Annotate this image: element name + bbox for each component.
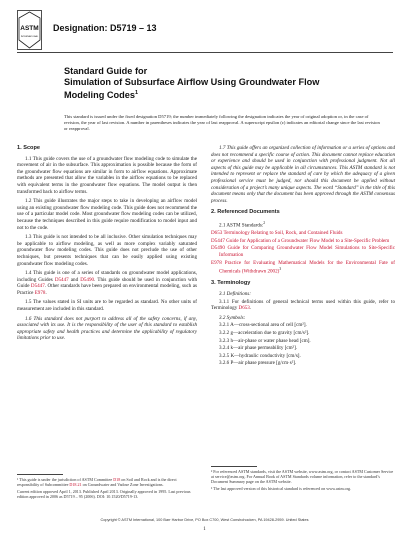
footnote-3: ³ The last approved version of this historical standard is referenced on www.astm.org. xyxy=(211,486,352,492)
title-line-3 xyxy=(64,88,384,101)
para-3-1-1-text-b: . xyxy=(249,305,252,312)
footnote-1-text-a: ¹ This guide is under the jurisdiction of ASTM Committee xyxy=(17,477,114,482)
link-d5447-2[interactable]: D5447 xyxy=(30,283,45,290)
para-1-5: 1.5 The values stated in SI units are to be regarded as standard. No other units of measurement are included in this standard. xyxy=(17,299,197,313)
reference-code-link[interactable]: E978 xyxy=(211,259,222,266)
para-1-6: 1.6 This standard does not purport to address all of the safety concerns, if any, associated with its use. It is the responsibility of the user of this standard to establish appropriate safety and health practices and determine the applicability of regulatory limitations prior to use. xyxy=(17,315,197,342)
footnote-2-marker: 2 xyxy=(263,220,266,225)
title-block xyxy=(64,66,384,101)
para-1-1: 1.1 This guide covers the use of a groundwater flow modeling code to simulate the movement of air in the subsurface. This approximation is possible because the form of the groundwater flow equations are similar in form to airflow equations. Approximate methods are presented that allow the variables in the airflow equations to be replaced with equivalent terms in the groundwater flow equations. The model output is then transformed back to airflow terms. xyxy=(17,155,197,195)
title-footnote-marker: 1 xyxy=(134,90,139,96)
reference-code-link[interactable]: D5447 xyxy=(211,237,225,244)
symbol-definition: 3.2.2 g—acceleration due to gravity [cm/s²]. xyxy=(219,330,310,337)
logo-text: ASTM xyxy=(20,25,39,32)
astm-logo xyxy=(17,10,42,50)
header-divider xyxy=(17,52,393,53)
para-3-1-1 xyxy=(211,299,395,312)
left-footnote-rule xyxy=(17,474,63,475)
copyright-footer: Copyright © ASTM International, 100 Barr Harbor Drive, PO Box C700, West Conshohocken, PA 19428-2959. United States xyxy=(100,518,309,522)
link-d5447[interactable]: D5447 xyxy=(54,276,69,283)
definitions-label: 3.1 Definitions: xyxy=(219,291,251,298)
section-3-heading: 3. Terminology xyxy=(211,280,251,287)
symbols-list xyxy=(211,322,395,367)
link-d18[interactable]: D18 xyxy=(113,477,121,482)
left-footnotes xyxy=(17,477,195,501)
link-d5490[interactable]: D5490 xyxy=(80,276,95,283)
symbol-definition: 3.2.3 h—air-phase or water phase head [cm]. xyxy=(219,337,311,344)
para-1-4 xyxy=(17,270,197,296)
title-line-3-text: Modeling Codes xyxy=(64,90,135,101)
astm-standards-label-text: 2.1 ASTM Standards: xyxy=(219,222,264,229)
reference-title: Guide for Application of a Groundwater Flow Model to a Site-Specific Problem xyxy=(226,237,390,244)
symbol-definition: 3.2.1 A—cross-sectional area of cell [cm²]. xyxy=(219,322,307,329)
left-column xyxy=(17,145,197,345)
footnote-1-edition: Current edition approved April 1, 2013. Published April 2013. Originally approved in 1995. Last previous edition approved in 2006 as D5719 – 95 (2006). DOI: 10.1520/D5719-13. xyxy=(17,488,191,500)
footnote-1-text-c: on Groundwater and Vadose Zone Investigations. xyxy=(81,482,164,488)
section-1-heading: 1. Scope xyxy=(17,145,41,151)
para-1-2: 1.2 This guide illustrates the major steps to take in developing an airflow model using an existing groundwater flow modeling code. This guide does not recommend the use of a particular model code. Most groundwater flow modeling codes can be utilized, because the techniques described in this guide require modification to model input and not to the code. xyxy=(17,198,197,231)
reference-item xyxy=(211,245,395,258)
title-line-1: Standard Guide for xyxy=(64,66,148,76)
title-line-2: Simulation of Subsurface Airflow Using Groundwater Flow xyxy=(64,77,320,87)
symbols-label: 3.2 Symbols: xyxy=(219,314,246,321)
symbol-definition: 3.2.6 P—air phase pressure [g/cm·s²]. xyxy=(219,360,297,367)
footnote-1-text-b: on Soil and Rock and is the direct responsibility of Subcommittee xyxy=(17,477,177,488)
link-d653-terminology[interactable]: D653 xyxy=(238,305,250,312)
referenced-documents-list xyxy=(211,230,395,275)
right-footnote-rule xyxy=(211,466,257,467)
right-footnotes xyxy=(211,469,395,493)
para-1-7: 1.7 This guide offers an organized collection of information or a series of options and does not recommend a specific course of action. This document cannot replace education or experience and should be used in conjunction with professional judgment. Not all aspects of this guide may be applicable in all circumstances. This ASTM standard is not intended to represent or replace the standard of care by which the adequacy of a given professional service must be judged, nor should this document be applied without consideration of a project’s many unique aspects. The word “Standard” in the title of this document means only that the document has been approved through the ASTM consensus process. xyxy=(211,145,395,204)
para-1-4-text-a: 1.4 This guide is one of a series of standards on groundwater model applications, including Guides xyxy=(17,270,197,283)
para-1-4-text-d: . xyxy=(45,289,47,296)
reference-code-link[interactable]: D653 xyxy=(211,230,223,237)
symbol-definition: 3.2.5 K—hydraulic conductivity [cm/s]. xyxy=(219,352,301,359)
designation: Designation: D5719 – 13 xyxy=(53,23,157,33)
reference-title: Guide for Comparing Groundwater Flow Model Simulations to Site-Specific Information xyxy=(219,245,395,258)
para-3-1-1-text-a: 3.1.1 For definitions of general technical terms used within this guide, refer to Terminology xyxy=(211,298,395,312)
footnote-1 xyxy=(17,477,195,487)
link-d18-21[interactable]: D18.21 xyxy=(69,482,82,488)
logo-subtext: INTERNATIONAL xyxy=(20,36,39,38)
page-number: 1 xyxy=(203,527,206,532)
link-e978[interactable]: E978 xyxy=(34,289,46,296)
reference-item xyxy=(211,260,395,276)
para-1-4-and: and xyxy=(68,276,81,283)
para-1-4-text-c: . Other standards have been prepared on environmental modeling, such as Practice xyxy=(17,283,197,296)
reference-title: Terminology Relating to Soil, Rock, and Contained Fluids xyxy=(223,230,343,237)
reference-code-link[interactable]: D5490 xyxy=(211,245,225,252)
para-1-4-text-b: . This guide should be used in conjunction with Guide xyxy=(17,276,198,290)
reference-item xyxy=(211,230,395,237)
section-2-heading: 2. Referenced Documents xyxy=(211,209,280,216)
footnote-2: ² For referenced ASTM standards, visit the ASTM website, www.astm.org, or contact ASTM Customer Service at service@astm.org. For Annual Book of ASTM Standards volume information, refer to the standard’s Document Summary page on the ASTM website. xyxy=(211,469,394,485)
document-header xyxy=(17,10,397,50)
reference-item xyxy=(211,238,395,245)
issuance-notice: This standard is issued under the fixed designation D5719; the number immediately following the designation indicates the year of original adoption or, in the case of revision, the year of last revision. A number in parentheses indicates the year of last reapproval. A superscript epsilon (ε) indicates an editorial change since the last revision or reapproval. xyxy=(64,114,380,131)
symbol-definition: 3.2.4 k—air phase permeability [cm²]. xyxy=(219,345,298,352)
right-column xyxy=(211,145,395,368)
footnote-marker: 3 xyxy=(279,267,282,272)
astm-standards-label xyxy=(211,220,395,229)
reference-title: Practice for Evaluating Mathematical Models for the Environmental Fate of Chemicals (Withdrawn 2002) xyxy=(219,259,395,275)
para-1-3: 1.3 This guide is not intended to be all inclusive. Other simulation techniques may be applicable to airflow modeling, as well as more complex variably saturated groundwater flow modeling codes. This guide does not preclude the use of other techniques, but presents techniques that can be easily applied using existing groundwater flow modeling codes. xyxy=(17,234,197,267)
